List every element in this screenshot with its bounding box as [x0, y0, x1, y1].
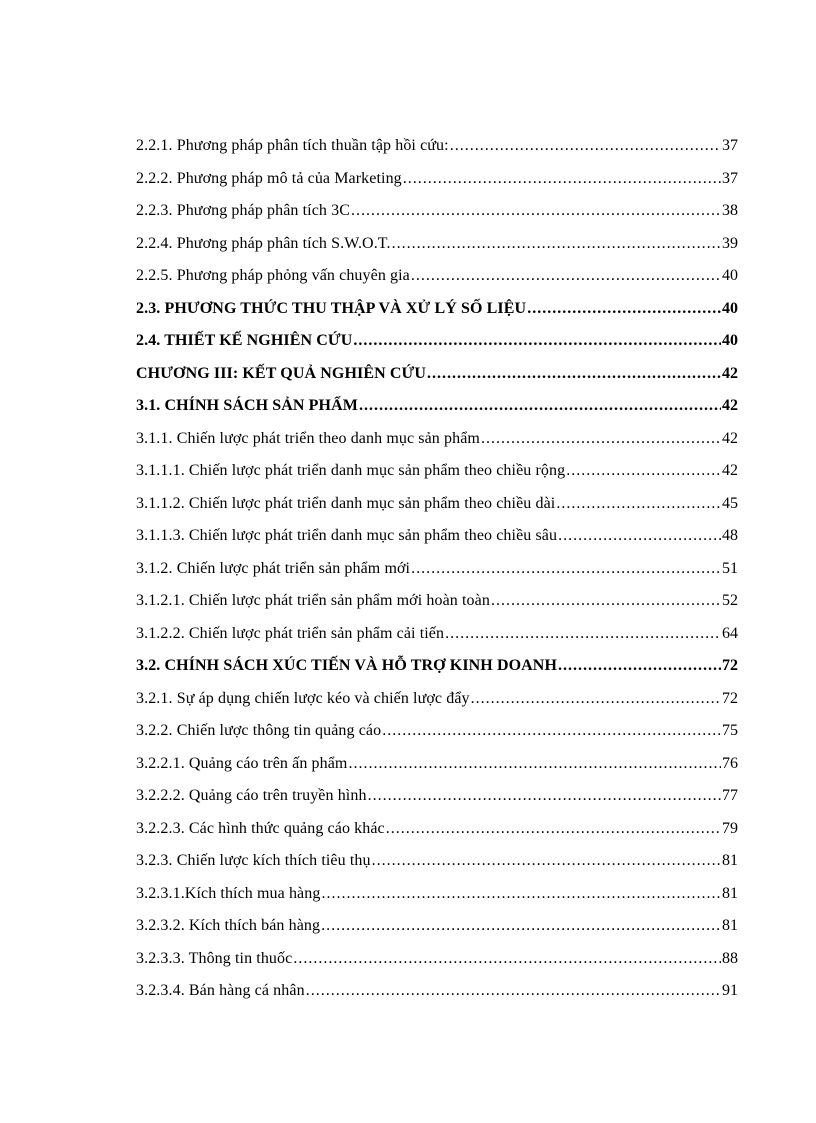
toc-entry-page: 88 — [722, 949, 738, 967]
toc-leader-dots — [321, 910, 721, 943]
toc-entry — [136, 618, 738, 651]
toc-leader-dots — [386, 813, 721, 846]
toc-entry — [136, 780, 738, 813]
toc-entry-title: 2.2.1. Phương pháp phân tích thuần tập hồi cứu: — [136, 137, 449, 154]
toc-entry — [136, 130, 738, 163]
toc-entry-page: 42 — [722, 364, 738, 382]
toc-leader-dots — [450, 130, 721, 163]
toc-entry-title: 3.1.1.3. Chiến lược phát triển danh mục sản phẩm theo chiều sâu — [136, 527, 558, 544]
toc-leader-dots — [427, 358, 721, 391]
toc-leader-dots — [558, 520, 721, 553]
toc-leader-dots — [293, 943, 721, 976]
toc-entry-title: 3.2.3.2. Kích thích bán hàng — [136, 917, 321, 934]
toc-entry-title: 3.2.2.1. Quảng cáo trên ấn phẩm — [136, 754, 348, 772]
toc-entry-title: 3.2. CHÍNH SÁCH XÚC TIẾN VÀ HỖ TRỢ KINH DOANH — [136, 657, 557, 674]
toc-leader-dots — [359, 390, 721, 423]
toc-entry-title: 3.2.2.2. Quảng cáo trên truyền hình — [136, 787, 367, 804]
toc-entry — [136, 975, 738, 1008]
toc-leader-dots — [445, 618, 721, 651]
toc-leader-dots — [556, 488, 721, 521]
toc-entry-page: 51 — [722, 559, 738, 577]
toc-leader-dots — [382, 715, 721, 748]
toc-entry — [136, 455, 738, 488]
toc-entry-page: 81 — [722, 917, 738, 934]
toc-entry-title: 3.2.3.4. Bán hàng cá nhân — [136, 982, 305, 999]
toc-entry — [136, 195, 738, 228]
toc-entry-title: 2.3. PHƯƠNG THỨC THU THẬP VÀ XỬ LÝ SỐ LIỆU — [136, 299, 527, 317]
toc-entry-title: 3.2.2.3. Các hình thức quảng cáo khác — [136, 819, 385, 837]
toc-entry-page: 40 — [722, 332, 738, 349]
toc-entry — [136, 845, 738, 878]
toc-leader-dots — [491, 585, 721, 618]
toc-entry — [136, 585, 738, 618]
toc-entry — [136, 390, 738, 423]
toc-entry-title: 2.4. THIẾT KẾ NGHIÊN CỨU — [136, 332, 353, 349]
toc-leader-dots — [411, 260, 721, 293]
toc-leader-dots — [566, 455, 721, 488]
toc-entry-title: 2.2.5. Phương pháp phỏng vấn chuyên gia — [136, 267, 410, 284]
toc-entry-title: 2.2.3. Phương pháp phân tích 3C — [136, 202, 350, 219]
toc-entry — [136, 878, 738, 911]
toc-entry — [136, 260, 738, 293]
toc-entry-title: 2.2.2. Phương pháp mô tả của Marketing — [136, 169, 402, 187]
toc-entry-title: 3.2.1. Sự áp dụng chiến lược kéo và chiến lược đẩy — [136, 689, 470, 707]
toc-entry-page: 81 — [722, 852, 738, 869]
toc-entry-page: 76 — [722, 754, 738, 772]
toc-entry — [136, 293, 738, 326]
toc-entry — [136, 358, 738, 391]
toc-entry-page: 52 — [722, 592, 738, 609]
toc-entry-title: 3.2.3.3. Thông tin thuốc — [136, 949, 293, 967]
toc-leader-dots — [348, 748, 721, 781]
toc-entry — [136, 325, 738, 358]
toc-entry-page: 42 — [722, 462, 738, 479]
toc-entry-title: 3.2.3.1.Kích thích mua hàng — [136, 884, 321, 902]
toc-entry — [136, 163, 738, 196]
toc-entry — [136, 715, 738, 748]
toc-entry — [136, 488, 738, 521]
toc-leader-dots — [321, 878, 721, 911]
toc-entry-page: 75 — [722, 722, 738, 739]
toc-leader-dots — [481, 423, 721, 456]
toc-entry-title: 3.1.1.1. Chiến lược phát triển danh mục sản phẩm theo chiều rộng — [136, 462, 566, 479]
toc-entry-page: 45 — [722, 494, 738, 512]
toc-entry — [136, 423, 738, 456]
toc-entry-page: 77 — [722, 787, 738, 804]
toc-leader-dots — [306, 975, 721, 1008]
toc-entry — [136, 683, 738, 716]
toc-entry-page: 37 — [722, 137, 738, 154]
toc-entry-title: CHƯƠNG III: KẾT QUẢ NGHIÊN CỨU — [136, 364, 426, 382]
toc-leader-dots — [392, 228, 721, 261]
toc-entry-page: 42 — [722, 397, 738, 414]
toc-entry-title: 3.1.1. Chiến lược phát triển theo danh mục sản phẩm — [136, 429, 480, 447]
toc-leader-dots — [558, 650, 721, 683]
toc-entry-page: 38 — [722, 202, 738, 219]
toc-entry-page: 91 — [722, 982, 738, 999]
toc-entry — [136, 520, 738, 553]
toc-leader-dots — [527, 293, 721, 326]
toc-entry-page: 48 — [722, 527, 738, 544]
toc-entry-title: 3.2.2. Chiến lược thông tin quảng cáo — [136, 722, 382, 739]
toc-entry-page: 40 — [722, 299, 738, 317]
toc-entry-title: 3.1.2.1. Chiến lược phát triển sản phẩm mới hoàn toàn — [136, 592, 490, 609]
table-of-contents — [136, 130, 738, 1008]
toc-entry-page: 72 — [722, 689, 738, 707]
toc-entry-title: 3.1.2. Chiến lược phát triển sản phẩm mới — [136, 559, 411, 577]
toc-leader-dots — [403, 163, 721, 196]
toc-entry-page: 37 — [722, 169, 738, 187]
toc-leader-dots — [372, 845, 721, 878]
toc-entry-title: 3.2.3. Chiến lược kích thích tiêu thụ — [136, 852, 371, 869]
toc-entry-page: 72 — [722, 657, 738, 674]
toc-entry — [136, 553, 738, 586]
toc-leader-dots — [411, 553, 721, 586]
toc-entry-page: 64 — [722, 624, 738, 642]
toc-entry — [136, 748, 738, 781]
toc-entry — [136, 910, 738, 943]
toc-entry-title: 3.1.1.2. Chiến lược phát triển danh mục sản phẩm theo chiều dài — [136, 494, 556, 512]
toc-entry-title: 3.1.2.2. Chiến lược phát triển sản phẩm cải tiến — [136, 624, 445, 642]
toc-entry — [136, 228, 738, 261]
toc-entry-page: 39 — [722, 234, 738, 252]
toc-leader-dots — [351, 195, 721, 228]
toc-entry-page: 40 — [722, 267, 738, 284]
toc-entry-page: 81 — [722, 884, 738, 902]
toc-leader-dots — [471, 683, 721, 716]
toc-entry-title: 3.1. CHÍNH SÁCH SẢN PHẨM — [136, 397, 358, 414]
toc-entry-page: 79 — [722, 819, 738, 837]
toc-entry — [136, 813, 738, 846]
toc-leader-dots — [353, 325, 721, 358]
toc-leader-dots — [368, 780, 721, 813]
toc-entry — [136, 650, 738, 683]
toc-entry — [136, 943, 738, 976]
toc-entry-title: 2.2.4. Phương pháp phân tích S.W.O.T. — [136, 234, 391, 252]
toc-entry-page: 42 — [722, 429, 738, 447]
